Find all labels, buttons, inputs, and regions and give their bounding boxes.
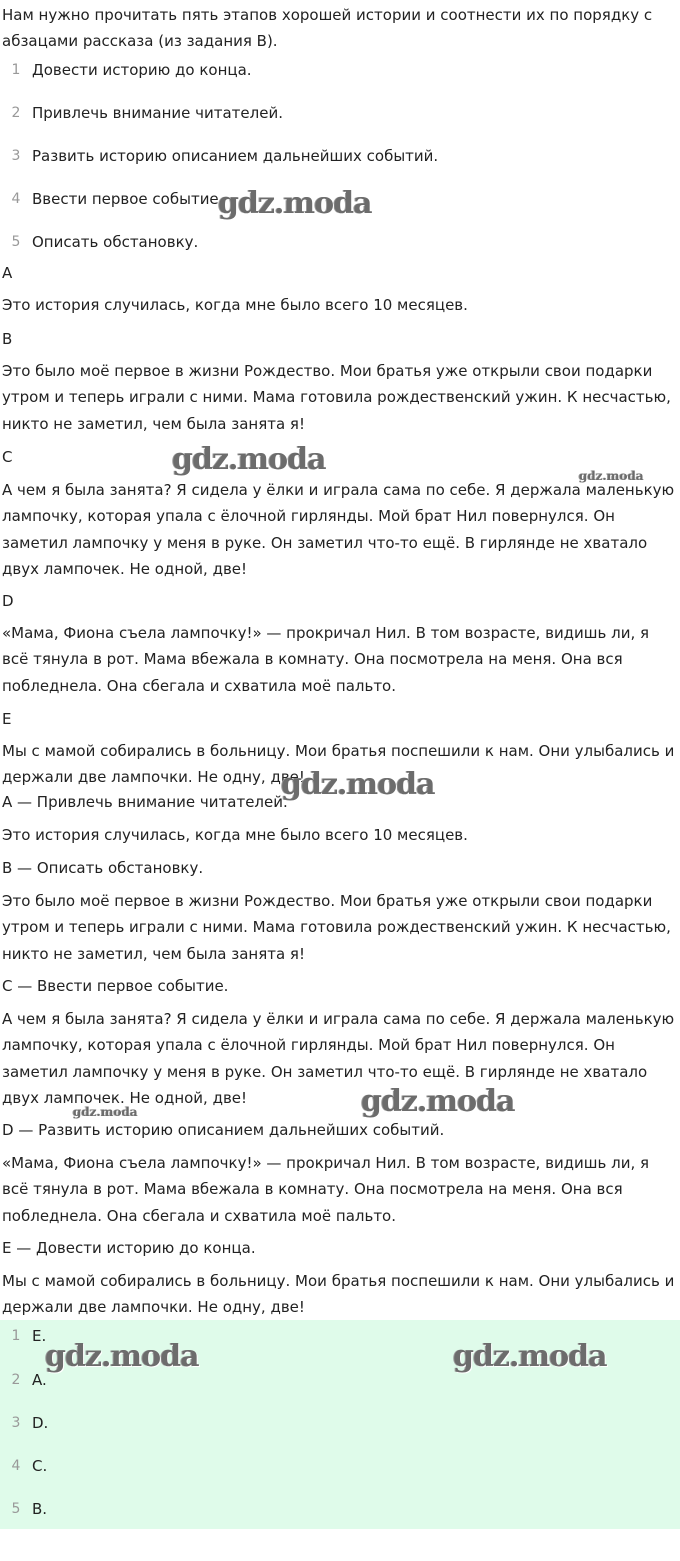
paragraph-letter: C: [2, 448, 13, 466]
list-item-text: Развить историю описанием дальнейших событий.: [32, 147, 439, 165]
list-item-number: 5: [11, 234, 21, 250]
story-paragraph: Мы с мамой собирались в больницу. Мои братья поспешили к нам. Они улыбались и держали две лампочки. Не одну, две!: [2, 742, 675, 787]
answer-number: 3: [11, 1415, 21, 1431]
watermark: gdz.moda: [453, 1339, 607, 1374]
matched-heading: D — Развить историю описанием дальнейших событий.: [2, 1121, 445, 1139]
list-item-number: 1: [11, 62, 21, 78]
matched-paragraph: Это история случилась, когда мне было всего 10 месяцев.: [2, 826, 468, 844]
list-item-number: 3: [11, 148, 21, 164]
list-item-number: 4: [11, 191, 21, 207]
matched-heading: C — Ввести первое событие.: [2, 977, 229, 995]
watermark: gdz.moda: [579, 469, 644, 483]
matched-paragraph: Мы с мамой собирались в больницу. Мои братья поспешили к нам. Они улыбались и держали две лампочки. Не одну, две!: [2, 1272, 675, 1317]
answer-text: E.: [32, 1327, 47, 1345]
story-paragraph: «Мама, Фиона съела лампочку!» — прокричал Нил. В том возрасте, видишь ли, я всё тянула в рот. Мама вбежала в комнату. Она посмотрела на меня. Она вся побледнела. Она сбегала и схватила моё пальто.: [2, 624, 650, 695]
list-item-text: Ввести первое событие.: [32, 190, 224, 208]
list-item-text: Довести историю до конца.: [32, 61, 252, 79]
answer-number: 5: [11, 1501, 21, 1517]
matched-heading: A — Привлечь внимание читателей.: [2, 793, 288, 811]
answer-text: A.: [32, 1371, 47, 1389]
answer-text: D.: [32, 1414, 49, 1432]
matched-paragraph: А чем я была занята? Я сидела у ёлки и играла сама по себе. Я держала маленькую лампочку, которая упала с ёлочной гирлянды. Мой брат Нил повернулся. Он заметил лампочку у меня в руке. Он заметил что-то ещё. В гирлянде не хватало двух лампочек. Не одной, две!: [2, 1010, 675, 1107]
matched-heading: E — Довести историю до конца.: [2, 1239, 256, 1257]
paragraph-letter: A: [2, 264, 13, 282]
watermark: gdz.moda: [73, 1105, 138, 1119]
paragraph-letter: B: [2, 330, 13, 348]
watermark: gdz.moda: [361, 1084, 515, 1119]
matched-paragraph: Это было моё первое в жизни Рождество. Мои братья уже открыли свои подарки утром и теперь играли с ними. Мама готовила рождественский ужин. К несчастью, никто не заметил, чем была занята я!: [2, 892, 671, 963]
answer-number: 2: [11, 1372, 21, 1388]
watermark: gdz.moda: [172, 442, 326, 477]
matched-paragraph: «Мама, Фиона съела лампочку!» — прокричал Нил. В том возрасте, видишь ли, я всё тянула в рот. Мама вбежала в комнату. Она посмотрела на меня. Она вся побледнела. Она сбегала и схватила моё пальто.: [2, 1154, 650, 1225]
list-item-number: 2: [11, 105, 21, 121]
watermark: gdz.moda: [281, 767, 435, 802]
answer-number: 1: [11, 1328, 21, 1344]
answer-text: B.: [32, 1500, 48, 1518]
answer-text: C.: [32, 1457, 48, 1475]
intro-text: Нам нужно прочитать пять этапов хорошей истории и соотнести их по порядку с абзацами рассказа (из задания B).: [2, 6, 653, 51]
list-item-text: Привлечь внимание читателей.: [32, 104, 283, 122]
paragraph-letter: D: [2, 592, 14, 610]
watermark: gdz.moda: [45, 1339, 199, 1374]
list-item-text: Описать обстановку.: [32, 233, 199, 251]
story-paragraph: А чем я была занята? Я сидела у ёлки и играла сама по себе. Я держала маленькую лампочку, которая упала с ёлочной гирлянды. Мой брат Нил повернулся. Он заметил лампочку у меня в руке. Он заметил что-то ещё. В гирлянде не хватало двух лампочек. Не одной, две!: [2, 481, 675, 578]
story-paragraph: Это было моё первое в жизни Рождество. Мои братья уже открыли свои подарки утром и теперь играли с ними. Мама готовила рождественский ужин. К несчастью, никто не заметил, чем была занята я!: [2, 362, 671, 433]
answer-number: 4: [11, 1458, 21, 1474]
paragraph-letter: E: [2, 710, 12, 728]
story-paragraph: Это история случилась, когда мне было всего 10 месяцев.: [2, 296, 468, 314]
matched-heading: B — Описать обстановку.: [2, 859, 204, 877]
watermark: gdz.moda: [218, 186, 372, 221]
